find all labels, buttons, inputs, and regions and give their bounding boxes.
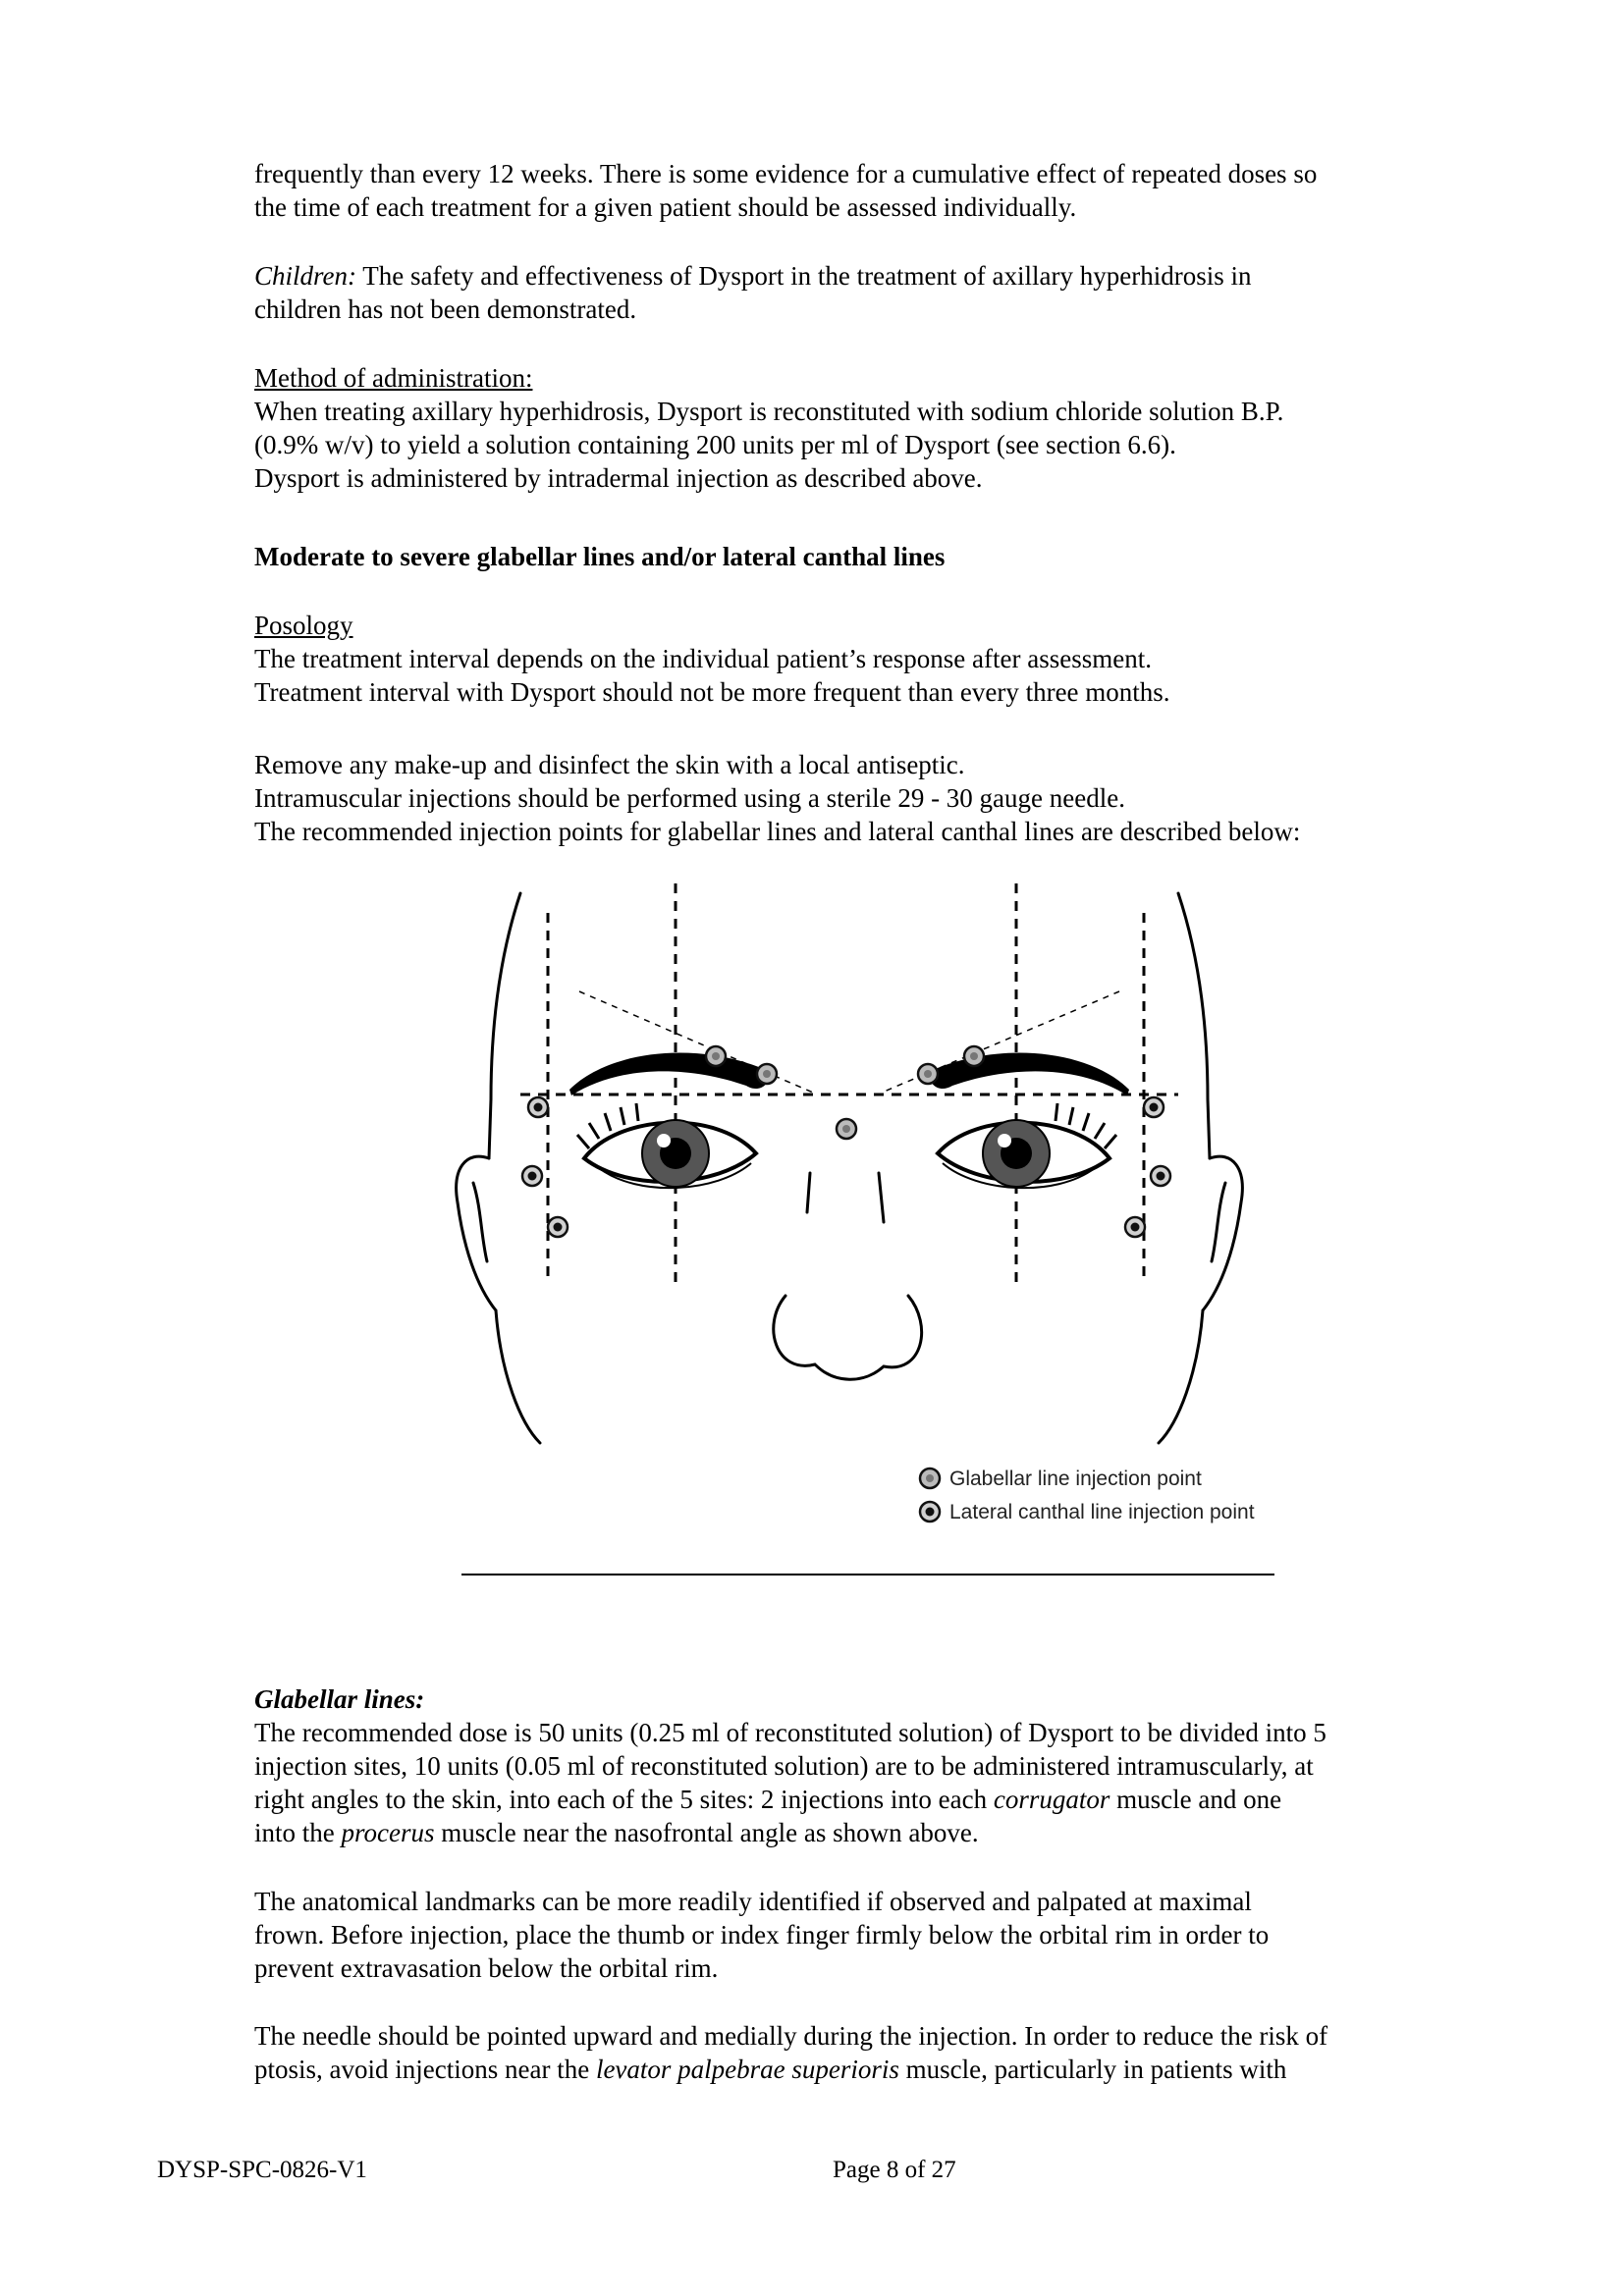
text-line: When treating axillary hyperhidrosis, Dysport is reconstituted with sodium chloride solution B.P. (254, 397, 1284, 426)
text-span: into the (254, 1818, 342, 1847)
text-line: The treatment interval depends on the individual patient’s response after assessment. (254, 644, 1152, 673)
posology-section (254, 609, 1491, 709)
glabellar-heading: Glabellar lines: (254, 1684, 425, 1714)
posology-heading: Posology (254, 611, 353, 640)
text-line: The anatomical landmarks can be more readily identified if observed and palpated at maximal (254, 1887, 1252, 1916)
text-line: frequently than every 12 weeks. There is some evidence for a cumulative effect of repeated doses so (254, 159, 1318, 188)
text-line: prevent extravasation below the orbital rim. (254, 1953, 719, 1983)
text-line: The recommended dose is 50 units (0.25 ml of reconstituted solution) of Dysport to be divided into 5 (254, 1718, 1326, 1747)
text-line: The recommended injection points for glabellar lines and lateral canthal lines are described below: (254, 817, 1301, 846)
landmarks-paragraph (254, 1885, 1491, 1985)
text-line: The needle should be pointed upward and medially during the injection. In order to reduce the risk of (254, 2021, 1328, 2051)
children-label: Children: (254, 261, 356, 291)
text-line: (0.9% w/v) to yield a solution containing 200 units per ml of Dysport (see section 6.6). (254, 430, 1176, 459)
text-line: injection sites, 10 units (0.05 ml of reconstituted solution) are to be administered intramuscularly, at (254, 1751, 1314, 1781)
text-line: children has not been demonstrated. (254, 294, 637, 324)
footer-doc-id: DYSP-SPC-0826-V1 (157, 2157, 367, 2183)
text-line (254, 259, 1491, 293)
eyebrows (569, 1053, 1129, 1095)
nose (774, 1173, 922, 1379)
needle-paragraph (254, 2019, 1491, 2086)
section-heading: Moderate to severe glabellar lines and/or lateral canthal lines (254, 542, 946, 571)
text-span: right angles to the skin, into each of the 5 sites: 2 injections into each (254, 1785, 994, 1814)
continuation-paragraph (254, 157, 1491, 224)
method-of-administration (254, 361, 1491, 495)
text-span: muscle and one (1110, 1785, 1282, 1814)
children-paragraph (254, 259, 1491, 326)
glabellar-points (706, 1046, 984, 1139)
text-span: The safety and effectiveness of Dysport in the treatment of axillary hyperhidrosis in (356, 261, 1252, 291)
text-span: muscle near the nasofrontal angle as shown above. (434, 1818, 979, 1847)
italic-term: procerus (341, 1818, 435, 1847)
preparation-paragraph (254, 748, 1491, 848)
thin-guide-lines (579, 991, 1119, 1093)
method-heading: Method of administration: (254, 363, 533, 393)
text-line (254, 2053, 1491, 2086)
footer-page-number: Page 8 of 27 (833, 2157, 956, 2183)
text-line: Remove any make-up and disinfect the skin with a local antiseptic. (254, 750, 965, 779)
text-line (254, 1783, 1491, 1816)
text-line (254, 1816, 1491, 1849)
legend-lateral-label: Lateral canthal line injection point (949, 1501, 1255, 1523)
text-line: Intramuscular injections should be performed using a sterile 29 - 30 gauge needle. (254, 783, 1125, 813)
left-eye (577, 1103, 756, 1188)
text-line: Treatment interval with Dysport should not be more frequent than every three months. (254, 677, 1170, 707)
glabellar-lines-section (254, 1682, 1491, 1849)
text-span: muscle, particularly in patients with (898, 2055, 1287, 2084)
italic-term: levator palpebrae superioris (595, 2055, 899, 2084)
injection-points-diagram (422, 864, 1286, 1580)
italic-term: corrugator (993, 1785, 1110, 1814)
legend (920, 1468, 1255, 1523)
text-line: frown. Before injection, place the thumb or index finger firmly below the orbital rim in order to (254, 1920, 1270, 1949)
text-line: the time of each treatment for a given patient should be assessed individually. (254, 192, 1077, 222)
legend-glabellar-label: Glabellar line injection point (949, 1468, 1202, 1490)
text-span: ptosis, avoid injections near the (254, 2055, 596, 2084)
head-outline (457, 893, 1243, 1443)
guide-lines (520, 883, 1178, 1286)
right-eye (938, 1103, 1116, 1188)
text-line: Dysport is administered by intradermal injection as described above. (254, 463, 983, 493)
